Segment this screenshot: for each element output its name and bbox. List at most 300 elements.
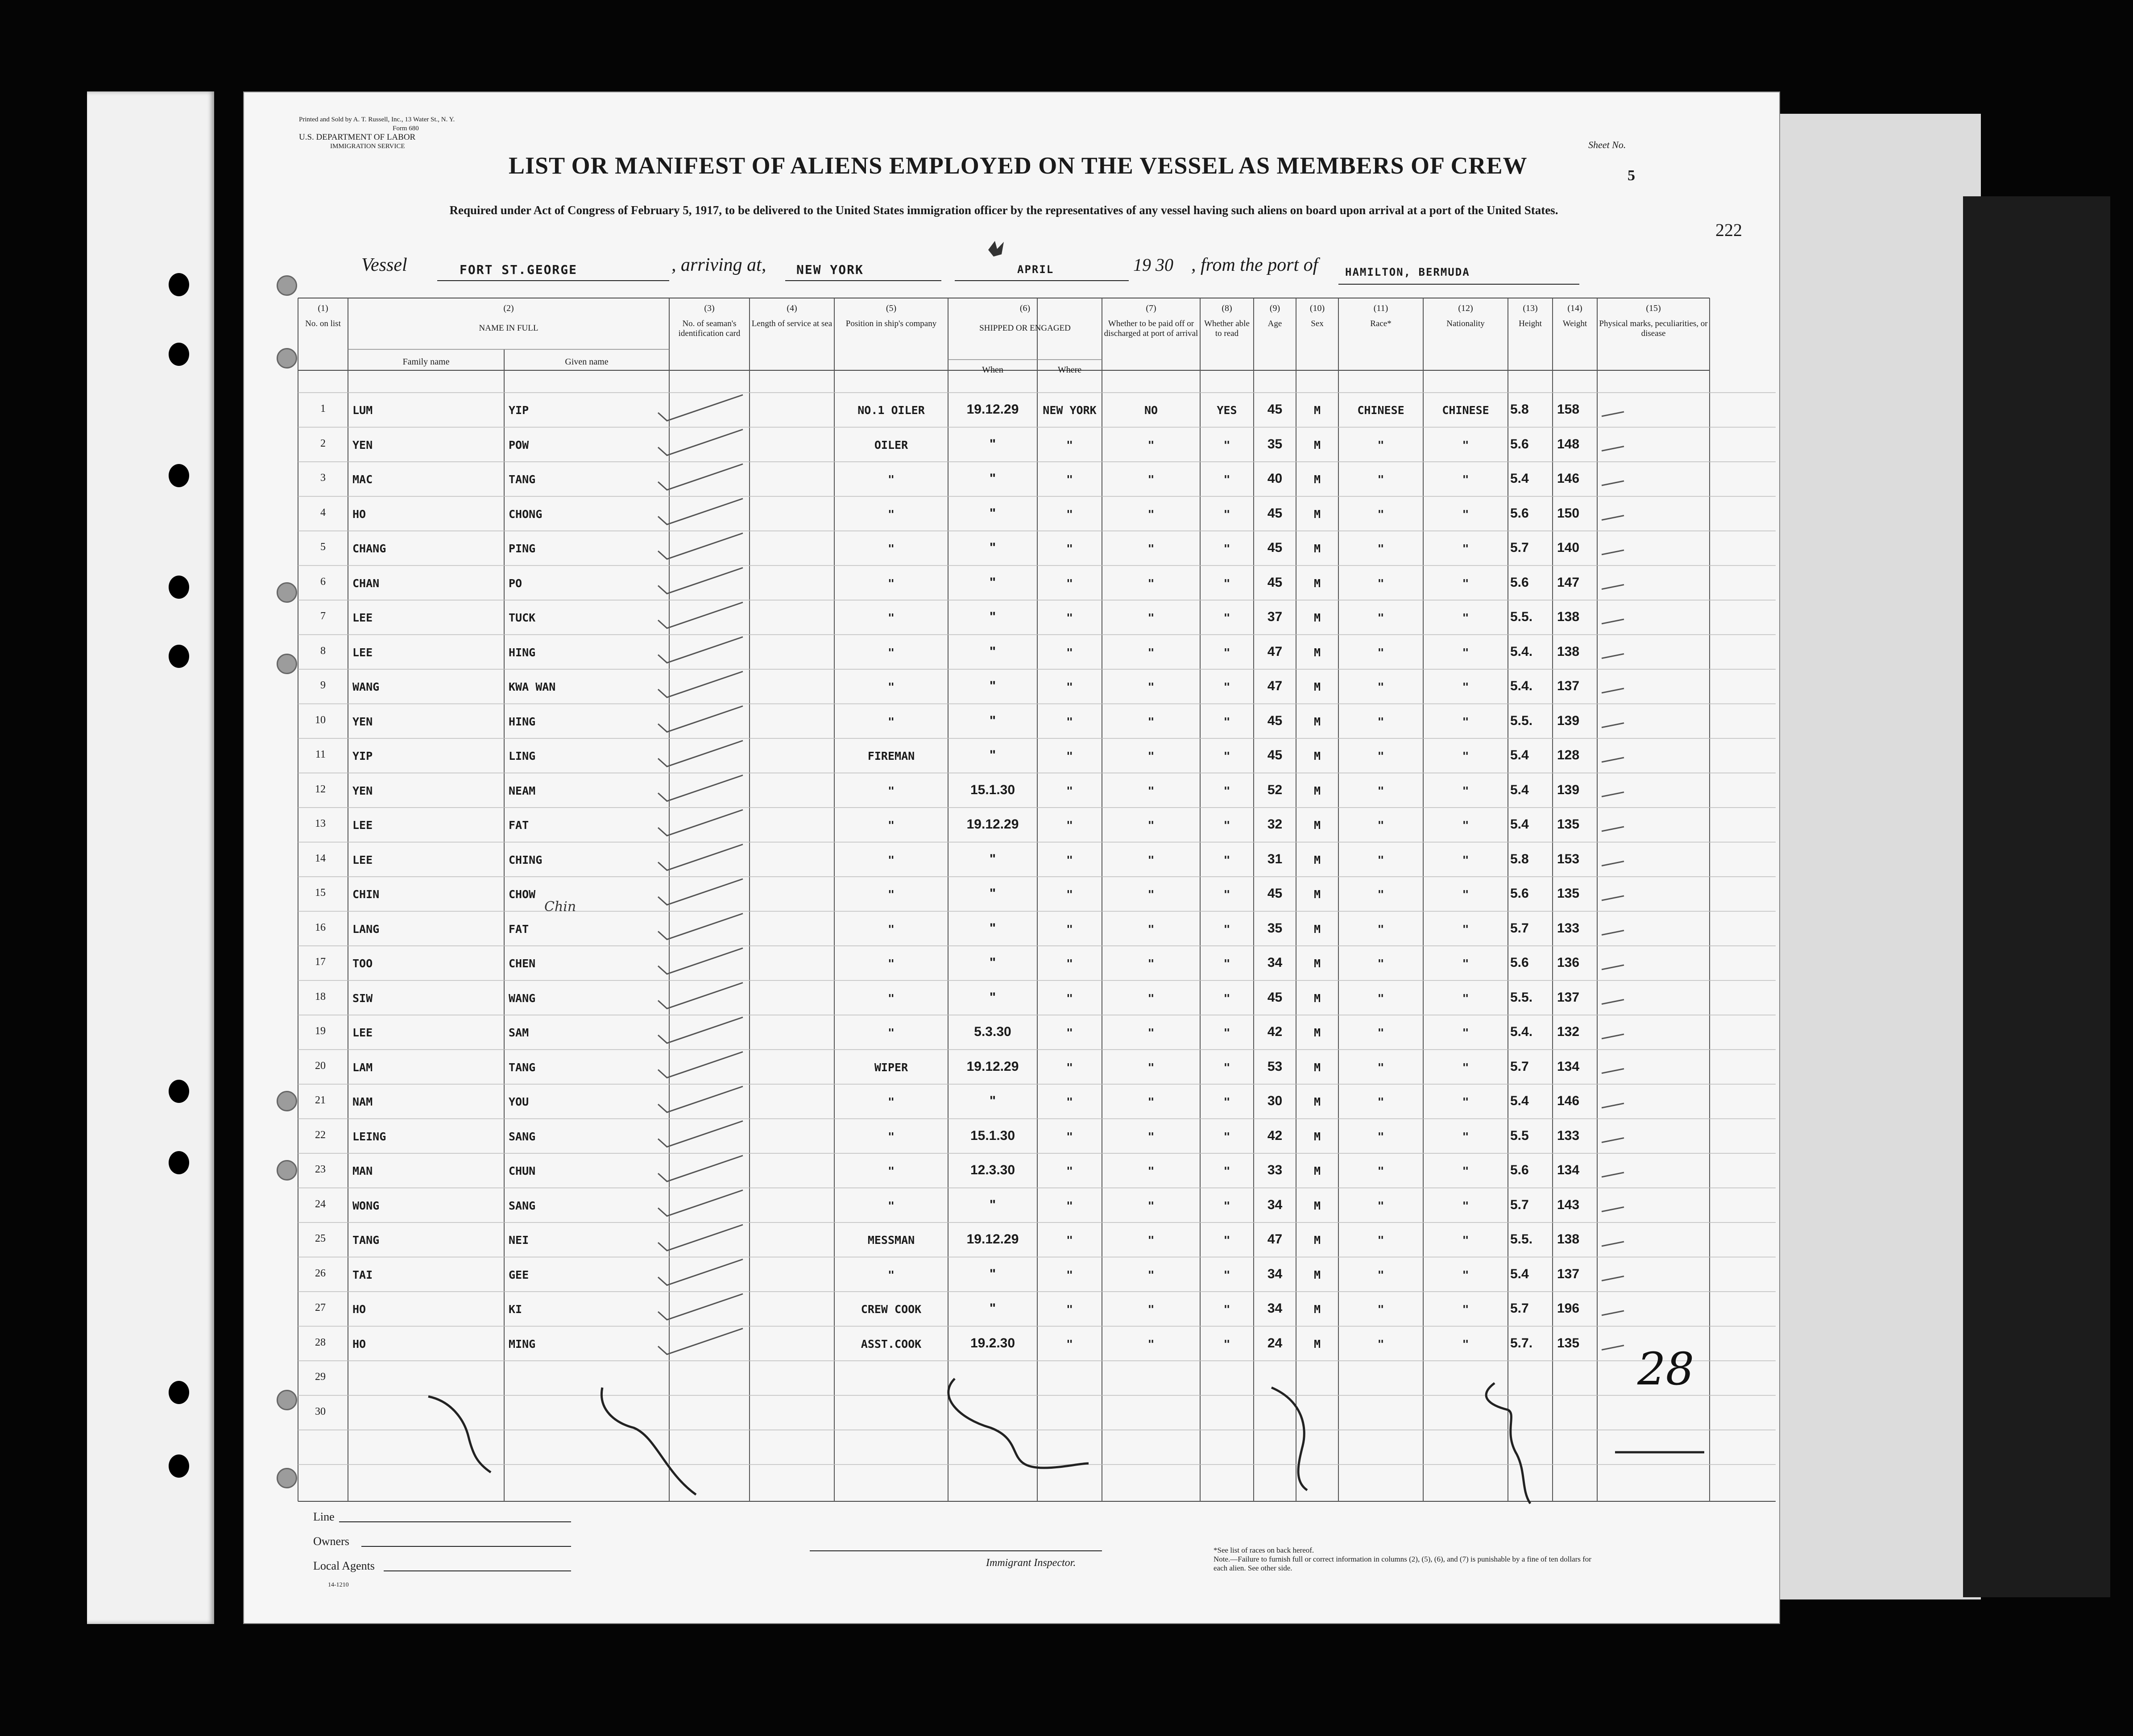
cell-paid: " (1147, 1303, 1155, 1316)
cell-given: PING (509, 542, 536, 555)
marks-dash (1602, 1173, 1624, 1177)
cell-paid: " (1147, 1234, 1155, 1247)
cell-family: MAC (352, 473, 373, 486)
marks-dash (1602, 758, 1624, 762)
column-header: Nationality (1446, 319, 1485, 328)
cell-read: " (1223, 1303, 1230, 1316)
cell-family: YEN (352, 784, 373, 797)
cell-family: LANG (352, 922, 380, 936)
cell-where: " (1066, 438, 1073, 452)
races-note: *See list of races on back hereof. (1214, 1546, 1314, 1554)
column-header: Height (1519, 319, 1542, 328)
column-number: (8) (1222, 303, 1232, 313)
inspector-underline (810, 1550, 1102, 1551)
cell-given: CHOW (509, 888, 536, 901)
cell-position: " (887, 1164, 895, 1177)
cell-read: " (1223, 1061, 1230, 1074)
cell-sex: M (1313, 888, 1321, 901)
cell-sex: M (1313, 750, 1321, 762)
cell-when: 19.12.29 (966, 817, 1019, 832)
cell-given: WANG (509, 991, 536, 1005)
cell-nat: " (1462, 1234, 1469, 1247)
closing-marks (428, 1379, 1704, 1504)
cell-weight: 133 (1557, 920, 1580, 936)
cell-given: CHING (509, 853, 543, 866)
cell-position: " (887, 680, 895, 693)
cell-given: SAM (509, 1026, 529, 1039)
row-number: 13 (315, 818, 326, 829)
cell-weight: 158 (1557, 402, 1580, 417)
marks-dash (1602, 516, 1624, 520)
cell-when: " (989, 713, 996, 728)
row-number: 17 (315, 956, 326, 968)
row-number: 3 (320, 472, 326, 484)
cell-weight: 138 (1557, 644, 1580, 659)
cell-race: " (1377, 750, 1384, 762)
cell-family: YIP (352, 750, 373, 762)
cell-position: " (887, 1130, 895, 1143)
cell-where: " (1066, 750, 1073, 762)
check-mark (658, 1156, 743, 1181)
cell-read: " (1223, 576, 1230, 590)
cell-nat: " (1462, 853, 1469, 866)
check-mark (658, 637, 743, 663)
marks-dash (1602, 1346, 1624, 1350)
cell-height: 5.4 (1510, 1094, 1529, 1108)
cell-weight: 153 (1557, 851, 1580, 866)
cell-given: PO (509, 576, 522, 590)
cell-paid: " (1147, 680, 1155, 693)
cell-sex: M (1313, 1061, 1321, 1074)
cell-paid: " (1147, 1337, 1155, 1351)
cell-age: 47 (1267, 644, 1283, 659)
cell-sex: M (1313, 680, 1321, 693)
cell-when: " (989, 920, 996, 936)
cell-family: LEE (352, 853, 373, 866)
cell-race: " (1377, 1268, 1384, 1281)
cell-height: 5.7 (1510, 1059, 1529, 1074)
cell-position: " (887, 646, 895, 659)
cell-sex: M (1313, 1095, 1321, 1108)
column-number: (5) (886, 303, 897, 313)
cell-paid: " (1147, 542, 1155, 555)
cell-sex: M (1313, 576, 1321, 590)
inspector-label: Immigrant Inspector. (986, 1557, 1076, 1569)
cell-nat: " (1462, 1199, 1469, 1212)
cell-race: " (1377, 680, 1384, 693)
check-mark (658, 1260, 743, 1285)
cell-paid: " (1147, 1061, 1155, 1074)
cell-family: HO (352, 1303, 366, 1316)
cell-when: " (989, 1266, 996, 1281)
marks-dash (1602, 792, 1624, 797)
cell-given: HING (509, 646, 536, 659)
cell-read: " (1223, 991, 1230, 1005)
cell-age: 33 (1267, 1163, 1283, 1177)
cell-height: 5.6 (1510, 955, 1529, 970)
cell-read: " (1223, 1337, 1230, 1351)
cell-nat: " (1462, 473, 1469, 486)
row-number: 1 (320, 403, 326, 414)
cell-given: SANG (509, 1199, 536, 1212)
cell-race: " (1377, 784, 1384, 797)
row-number: 11 (315, 749, 326, 760)
cell-nat: " (1462, 1130, 1469, 1143)
check-mark (658, 983, 743, 1009)
check-mark (658, 1017, 743, 1043)
cell-paid: " (1147, 1026, 1155, 1039)
cell-paid: " (1147, 1268, 1155, 1281)
cell-position: " (887, 507, 895, 521)
footer-notes (1214, 1546, 1606, 1573)
cell-race: " (1377, 473, 1384, 486)
column-number: (2) (503, 303, 514, 313)
cell-height: 5.5. (1510, 1232, 1533, 1247)
cell-nat: " (1462, 1268, 1469, 1281)
row-number: 20 (315, 1060, 326, 1072)
marks-dash (1602, 862, 1624, 866)
row-number: 19 (315, 1025, 326, 1037)
cell-when: 19.2.30 (970, 1335, 1015, 1351)
cell-family: NAM (352, 1095, 373, 1108)
column-subheader: When (982, 365, 1003, 375)
cell-position: " (887, 1095, 895, 1108)
cell-height: 5.4 (1510, 782, 1529, 797)
cell-where: " (1066, 853, 1073, 866)
cell-paid: " (1147, 715, 1155, 728)
row-number: 6 (320, 576, 326, 588)
cell-paid: " (1147, 957, 1155, 970)
cell-race: " (1377, 888, 1384, 901)
cell-where: " (1066, 888, 1073, 901)
column-number: (4) (787, 303, 797, 313)
cell-race: " (1377, 922, 1384, 936)
check-mark (658, 1294, 743, 1320)
cell-sex: M (1313, 1026, 1321, 1039)
cell-paid: " (1147, 819, 1155, 832)
check-mark (658, 533, 743, 559)
cell-weight: 143 (1557, 1197, 1580, 1212)
cell-weight: 134 (1557, 1163, 1580, 1177)
arrival-month: APRIL (1017, 263, 1054, 276)
legal-subtitle: Required under Act of Congress of February 5, 1917, to be delivered to the United States immigration officer by the representatives of any vessel having such aliens on board upon arrival at a port of the United States. (449, 203, 1558, 217)
marks-dash (1602, 1207, 1624, 1212)
cell-height: 5.4 (1510, 748, 1529, 762)
cell-race: " (1377, 438, 1384, 452)
cell-family: WONG (352, 1199, 380, 1212)
check-mark (658, 395, 743, 421)
cell-age: 42 (1267, 1128, 1283, 1143)
cell-weight: 133 (1557, 1128, 1580, 1143)
cell-position: " (887, 888, 895, 901)
column-subheader: Where (1057, 365, 1082, 375)
column-number: (3) (704, 303, 715, 313)
row-number: 28 (315, 1336, 326, 1348)
cell-race: " (1377, 611, 1384, 624)
cell-when: " (989, 609, 996, 624)
row-number: 26 (315, 1267, 326, 1279)
cell-when: " (989, 886, 996, 901)
cell-where: " (1066, 1164, 1073, 1177)
cell-height: 5.4. (1510, 679, 1533, 693)
column-header: Age (1267, 319, 1282, 328)
footer-owners-label: Owners (313, 1535, 349, 1548)
cell-age: 24 (1267, 1335, 1283, 1351)
cell-when: 15.1.30 (970, 1128, 1015, 1143)
cell-family: CHAN (352, 576, 380, 590)
row-number: 2 (320, 437, 326, 449)
cell-where: " (1066, 1268, 1073, 1281)
cell-position: NO.1 OILER (857, 404, 925, 417)
cell-nat: " (1462, 1303, 1469, 1316)
cell-race: " (1377, 1095, 1384, 1108)
cell-sex: M (1313, 611, 1321, 624)
cell-given: FAT (509, 819, 529, 832)
handwritten-total: 28 (1637, 1343, 1694, 1395)
cell-family: LEE (352, 611, 373, 624)
cell-height: 5.8 (1510, 851, 1529, 866)
cell-height: 5.7 (1510, 1197, 1529, 1212)
cell-age: 45 (1267, 886, 1283, 901)
cell-nat: " (1462, 542, 1469, 555)
cell-sex: M (1313, 784, 1321, 797)
check-mark (658, 1329, 743, 1355)
cell-read: " (1223, 507, 1230, 521)
cell-race: " (1377, 542, 1384, 555)
cell-family: TOO (352, 957, 373, 970)
check-mark (658, 775, 743, 801)
marks-dash (1602, 1242, 1624, 1246)
cell-age: 47 (1267, 1232, 1283, 1247)
column-header: No. of seaman's identification card (678, 319, 741, 338)
cell-read: " (1223, 542, 1230, 555)
cell-height: 5.4 (1510, 1266, 1529, 1281)
cell-when: " (989, 540, 996, 555)
row-number: 25 (315, 1233, 326, 1244)
cell-paid: " (1147, 1199, 1155, 1212)
cell-when: 15.1.30 (970, 782, 1015, 797)
cell-height: 5.7 (1510, 920, 1529, 936)
cell-weight: 139 (1557, 782, 1580, 797)
cell-race: " (1377, 576, 1384, 590)
cell-given: CHUN (509, 1164, 536, 1177)
cell-when: " (989, 644, 996, 659)
cell-family: TANG (352, 1234, 380, 1247)
marks-dash (1602, 412, 1624, 416)
cell-race: " (1377, 1303, 1384, 1316)
cell-age: 40 (1267, 471, 1283, 486)
cell-family: YEN (352, 715, 373, 728)
cell-read: " (1223, 1199, 1230, 1212)
cell-race: " (1377, 1061, 1384, 1074)
cell-sex: M (1313, 1164, 1321, 1177)
cell-height: 5.6 (1510, 575, 1529, 590)
cell-position: " (887, 991, 895, 1005)
marks-dash (1602, 827, 1624, 831)
cell-position: " (887, 1268, 895, 1281)
marks-dash (1602, 723, 1624, 728)
cell-sex: M (1313, 473, 1321, 486)
marks-dash (1602, 481, 1624, 485)
cell-nat: " (1462, 576, 1469, 590)
cell-where: " (1066, 1303, 1073, 1316)
cell-given: LING (509, 750, 536, 762)
cell-read: " (1223, 680, 1230, 693)
cell-height: 5.7. (1510, 1335, 1533, 1351)
cell-read: " (1223, 819, 1230, 832)
row-number: 21 (315, 1094, 326, 1106)
cell-height: 5.5. (1510, 609, 1533, 624)
cell-when: " (989, 575, 996, 590)
cell-nat: " (1462, 888, 1469, 901)
cell-where: " (1066, 1337, 1073, 1351)
check-mark (658, 430, 743, 456)
cell-weight: 138 (1557, 1232, 1580, 1247)
check-mark (658, 741, 743, 766)
cell-paid: " (1147, 888, 1155, 901)
cell-read: " (1223, 957, 1230, 970)
cell-age: 37 (1267, 609, 1283, 624)
cell-position: " (887, 542, 895, 555)
check-mark (658, 1052, 743, 1078)
cell-given: TUCK (509, 611, 536, 624)
column-header: Physical marks, peculiarities, or disease (1599, 319, 1708, 338)
cell-nat: " (1462, 680, 1469, 693)
column-number: (7) (1146, 303, 1156, 313)
marks-dash (1602, 1276, 1624, 1281)
row-number: 9 (320, 679, 326, 691)
departure-port: HAMILTON, BERMUDA (1345, 266, 1470, 278)
cell-position: " (887, 819, 895, 832)
cell-nat: " (1462, 1026, 1469, 1039)
cell-given: SANG (509, 1130, 536, 1143)
check-mark (658, 810, 743, 836)
cell-height: 5.6 (1510, 886, 1529, 901)
column-number: (1) (318, 303, 328, 313)
arrival-year: 19 30 (1133, 255, 1173, 275)
cell-family: LAM (352, 1061, 373, 1074)
column-header: Sex (1311, 319, 1324, 328)
cell-race: " (1377, 1234, 1384, 1247)
row-number: 8 (320, 645, 326, 657)
row-number: 18 (315, 990, 326, 1003)
cell-where: " (1066, 1199, 1073, 1212)
cell-given: TANG (509, 1061, 536, 1074)
cell-paid: " (1147, 1095, 1155, 1108)
marks-dash (1602, 654, 1624, 659)
cell-height: 5.7 (1510, 540, 1529, 555)
cell-age: 47 (1267, 679, 1283, 693)
cell-paid: " (1147, 438, 1155, 452)
cell-read: " (1223, 646, 1230, 659)
check-mark (658, 464, 743, 490)
row-number: 12 (315, 783, 326, 795)
marks-dash (1602, 1138, 1624, 1143)
cell-race: " (1377, 957, 1384, 970)
cell-where: " (1066, 1095, 1073, 1108)
cell-paid: " (1147, 646, 1155, 659)
cell-sex: M (1313, 1199, 1321, 1212)
check-mark (658, 948, 743, 974)
cell-sex: M (1313, 1130, 1321, 1143)
cell-read: " (1223, 1164, 1230, 1177)
cell-sex: M (1313, 507, 1321, 521)
cell-age: 42 (1267, 1024, 1283, 1039)
handwritten-note: Chin (544, 899, 576, 915)
cell-when: " (989, 955, 996, 970)
cell-height: 5.4 (1510, 471, 1529, 486)
footer-form-code: 14-1210 (328, 1582, 349, 1588)
cell-given: HING (509, 715, 536, 728)
marks-dash (1602, 619, 1624, 624)
vessel-label: Vessel (361, 255, 407, 275)
cell-when: 19.12.29 (966, 402, 1019, 417)
cell-position: MESSMAN (867, 1234, 915, 1247)
cell-nat: " (1462, 1164, 1469, 1177)
cell-age: 35 (1267, 920, 1283, 936)
cell-where: NEW YORK (1043, 404, 1097, 417)
cell-given: TANG (509, 473, 536, 486)
cell-read: " (1223, 1026, 1230, 1039)
check-mark (658, 499, 743, 525)
cell-family: LEE (352, 646, 373, 659)
cell-read: " (1223, 473, 1230, 486)
cell-sex: M (1313, 646, 1321, 659)
cell-age: 30 (1267, 1094, 1283, 1108)
cell-given: YIP (509, 404, 529, 417)
cell-family: SIW (352, 991, 373, 1005)
cell-sex: M (1313, 1337, 1321, 1351)
cell-age: 32 (1267, 817, 1283, 832)
cell-position: FIREMAN (867, 750, 915, 762)
cell-read: YES (1217, 404, 1237, 417)
cell-weight: 137 (1557, 679, 1580, 693)
row-number: 16 (315, 921, 326, 933)
cell-family: LEE (352, 1026, 373, 1039)
cell-race: " (1377, 1337, 1384, 1351)
cell-paid: " (1147, 991, 1155, 1005)
cell-position: ASST.COOK (861, 1337, 922, 1351)
cell-age: 34 (1267, 1197, 1283, 1212)
column-number: (14) (1567, 303, 1582, 313)
cell-read: " (1223, 1234, 1230, 1247)
column-header: Length of service at sea (751, 319, 832, 328)
cell-given: NEI (509, 1234, 529, 1247)
cell-position: " (887, 611, 895, 624)
cell-family: MAN (352, 1164, 373, 1177)
cell-when: " (989, 471, 996, 486)
row-number: 10 (315, 714, 326, 726)
cell-paid: " (1147, 1130, 1155, 1143)
cell-sex: M (1313, 853, 1321, 866)
cell-weight: 146 (1557, 471, 1580, 486)
cell-race: " (1377, 507, 1384, 521)
cell-race: " (1377, 1199, 1384, 1212)
cell-weight: 148 (1557, 436, 1580, 452)
cell-nat: " (1462, 784, 1469, 797)
cell-nat: " (1462, 438, 1469, 452)
cell-position: " (887, 784, 895, 797)
cell-where: " (1066, 611, 1073, 624)
cell-paid: " (1147, 853, 1155, 866)
cell-paid: " (1147, 576, 1155, 590)
cell-age: 45 (1267, 713, 1283, 728)
cell-given: NEAM (509, 784, 536, 797)
cell-nat: " (1462, 715, 1469, 728)
cell-when: " (989, 436, 996, 452)
cell-age: 45 (1267, 505, 1283, 521)
form-number: Form 680 (393, 125, 419, 132)
